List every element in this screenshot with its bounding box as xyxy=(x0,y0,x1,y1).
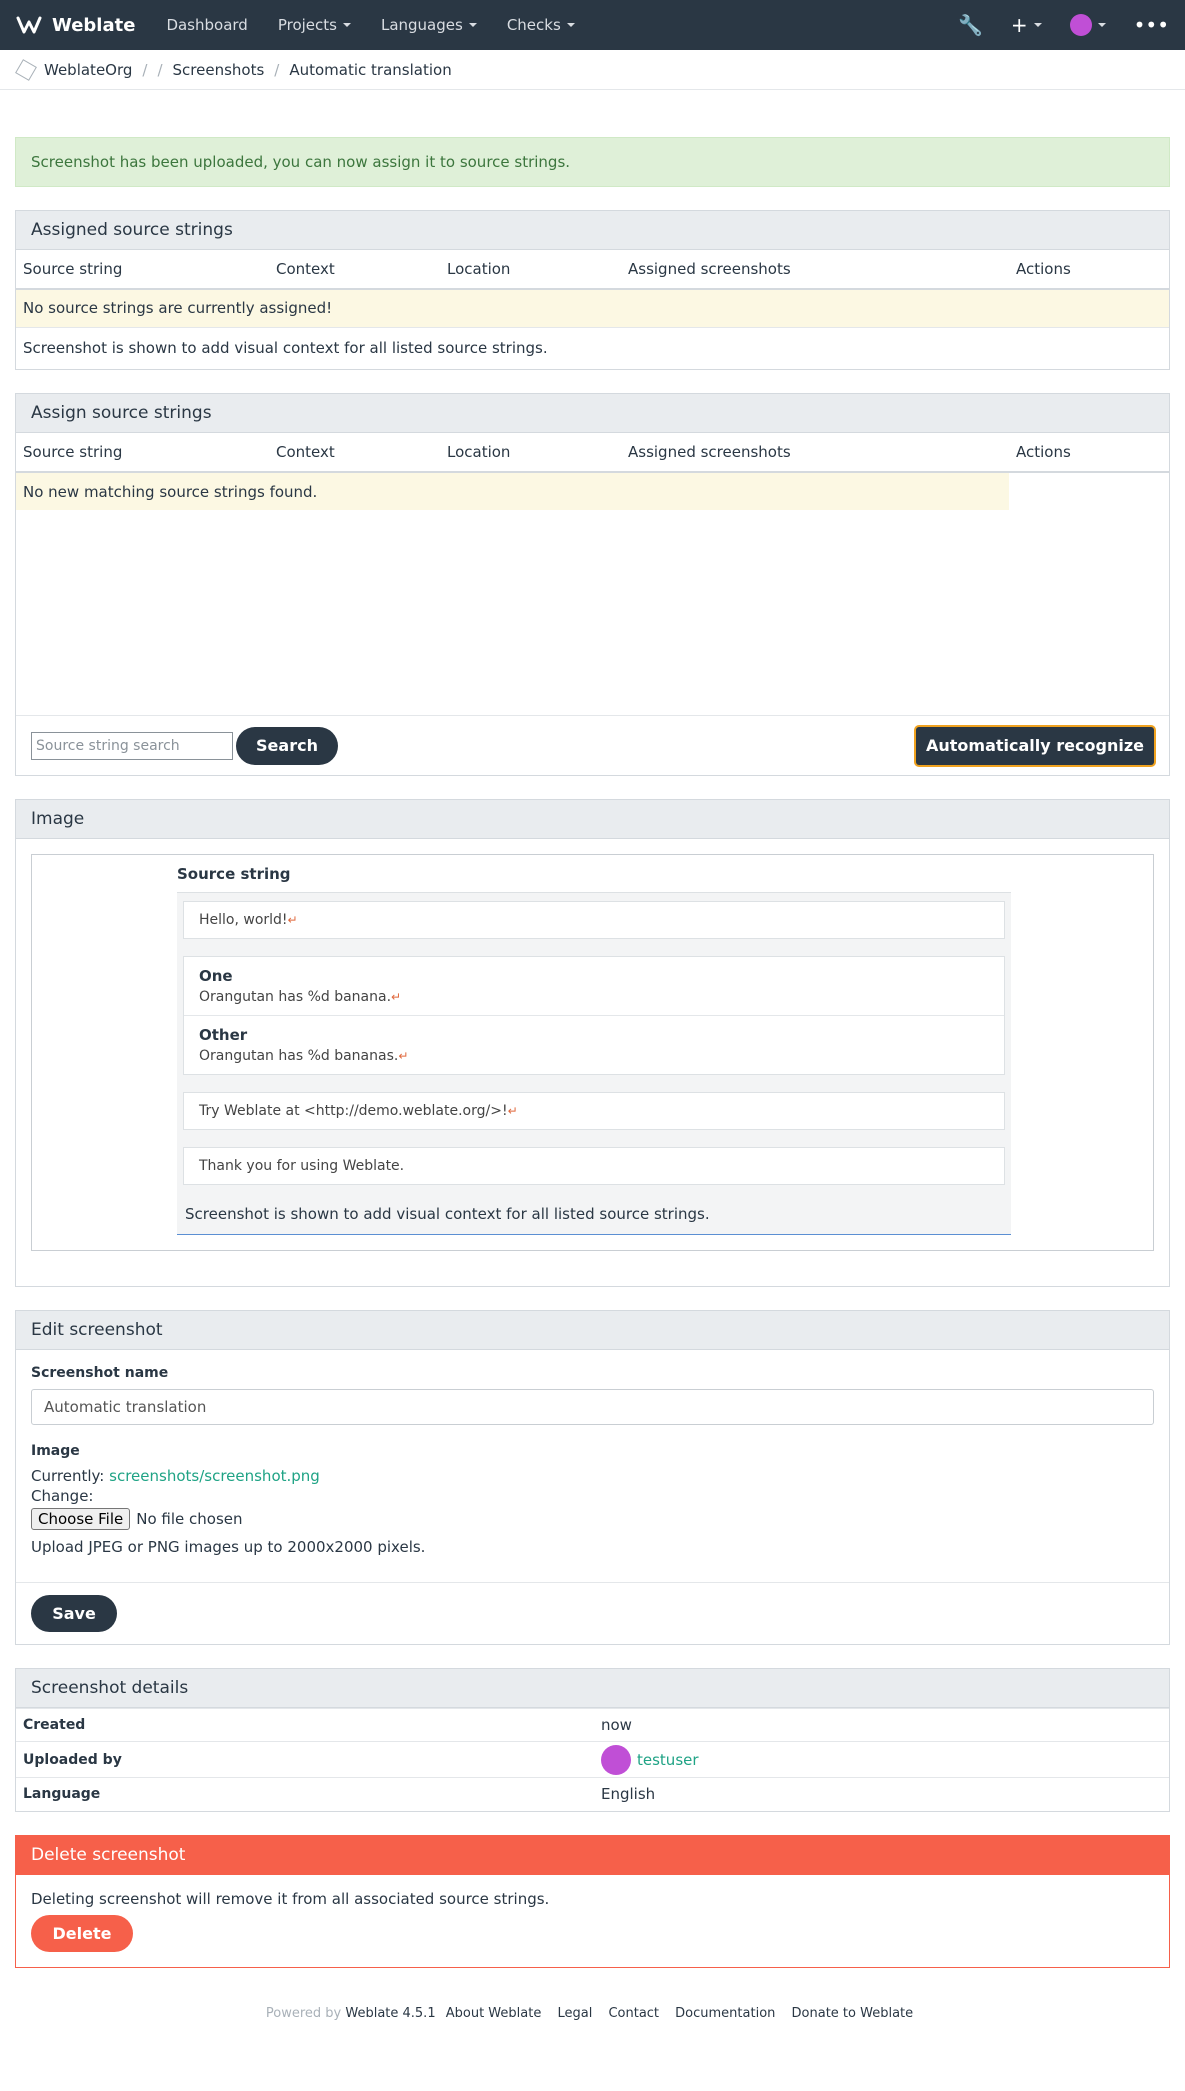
nav-dashboard[interactable]: Dashboard xyxy=(166,16,248,34)
col-assigned: Assigned screenshots xyxy=(621,433,1009,472)
chevron-down-icon xyxy=(343,23,351,27)
created-value: now xyxy=(594,1709,1169,1742)
col-location: Location xyxy=(440,433,621,472)
chevron-down-icon xyxy=(567,23,575,27)
uploaded-label: Uploaded by xyxy=(16,1742,594,1778)
col-location: Location xyxy=(440,250,621,289)
delete-warning: Deleting screenshot will remove it from all associated source strings. xyxy=(31,1889,550,1908)
col-context: Context xyxy=(269,433,440,472)
panel-title: Assigned source strings xyxy=(16,211,1169,250)
project-icon xyxy=(15,59,37,81)
chevron-down-icon xyxy=(469,23,477,27)
panel-title: Edit screenshot xyxy=(16,1311,1169,1350)
user-link[interactable]: testuser xyxy=(637,1750,699,1769)
col-source: Source string xyxy=(16,250,269,289)
empty-message: No source strings are currently assigned! xyxy=(16,289,1169,327)
breadcrumb-current[interactable]: Automatic translation xyxy=(289,60,452,79)
footer-legal[interactable]: Legal xyxy=(557,2005,593,2021)
assign-panel xyxy=(15,393,1170,776)
image-label: Image xyxy=(31,1443,80,1459)
col-context: Context xyxy=(269,250,440,289)
screenshot-name-input[interactable]: Automatic translation xyxy=(31,1389,1154,1425)
user-menu-button[interactable] xyxy=(1070,14,1106,36)
brand-name: Weblate xyxy=(52,14,136,36)
footer-docs[interactable]: Documentation xyxy=(675,2005,776,2021)
choose-file-button[interactable]: Choose File xyxy=(31,1508,130,1530)
footer: Powered by Weblate 4.5.1 About Weblate Legal Contact Documentation Donate to Weblate xyxy=(265,2005,914,2021)
weblate-logo-icon xyxy=(16,14,42,36)
avatar xyxy=(601,1745,631,1775)
delete-button[interactable]: Delete xyxy=(31,1915,133,1952)
breadcrumb-project[interactable]: WeblateOrg xyxy=(44,60,133,79)
col-actions: Actions xyxy=(1009,250,1169,289)
col-assigned: Assigned screenshots xyxy=(621,250,1009,289)
search-button[interactable]: Search xyxy=(236,727,338,765)
nav-projects[interactable]: Projects xyxy=(263,16,366,34)
breadcrumb: WeblateOrg / / Screenshots / Automatic translation xyxy=(0,50,1185,90)
panel-title: Delete screenshot xyxy=(16,1836,1169,1875)
assigned-panel xyxy=(15,210,1170,370)
screenshot-image: Source string Hello, world!↵ One Orangutan has %d banana.↵ Other Orangutan has %d bananas.↵ Try Weblate at <http://demo.weblate.org/>!↵ Thank you for using Weblate. Screenshot is shown to add visual context for all listed source strings. xyxy=(31,854,1154,1251)
change-label: Change: xyxy=(31,1487,94,1505)
col-source: Source string xyxy=(16,433,269,472)
avatar xyxy=(1070,14,1092,36)
delete-panel xyxy=(15,1835,1170,1968)
footer-version[interactable]: Weblate 4.5.1 xyxy=(345,2005,436,2021)
footer-contact[interactable]: Contact xyxy=(608,2005,660,2021)
edit-panel: Edit screenshot Screenshot name Automatic translation Image Currently: screenshots/screenshot.png Change: Choose File No file chosen Upload JPEG or PNG images up to 2000x2000 pixels. Save xyxy=(15,1310,1170,1645)
name-label: Screenshot name xyxy=(31,1365,169,1381)
footer-about[interactable]: About Weblate xyxy=(445,2005,542,2021)
image-panel xyxy=(15,799,1170,1287)
nav-languages[interactable]: Languages xyxy=(366,16,492,34)
no-file-text: No file chosen xyxy=(136,1510,243,1528)
language-value: English xyxy=(594,1778,1169,1811)
current-image-link[interactable]: screenshots/screenshot.png xyxy=(109,1467,320,1485)
search-input[interactable]: Source string search xyxy=(31,732,233,760)
brand-link[interactable] xyxy=(16,14,135,36)
panel-title: Image xyxy=(16,800,1169,839)
add-menu-button[interactable]: + xyxy=(1011,13,1042,37)
nav-checks[interactable]: Checks xyxy=(492,16,590,34)
save-button[interactable]: Save xyxy=(31,1595,117,1632)
auto-recognize-button[interactable]: Automatically recognize xyxy=(916,727,1154,765)
language-label: Language xyxy=(16,1778,594,1811)
top-navbar xyxy=(0,0,1185,50)
details-panel xyxy=(15,1668,1170,1812)
upload-help: Upload JPEG or PNG images up to 2000x2000 pixels. xyxy=(31,1538,426,1556)
empty-message: No new matching source strings found. xyxy=(16,472,1009,510)
footer-donate[interactable]: Donate to Weblate xyxy=(791,2005,914,2021)
breadcrumb-screenshots[interactable]: Screenshots xyxy=(172,60,265,79)
upload-success-alert: Screenshot has been uploaded, you can now assign it to source strings. xyxy=(15,137,1170,187)
help-text: Screenshot is shown to add visual context for all listed source strings. xyxy=(16,327,1169,369)
more-icon[interactable]: ••• xyxy=(1133,13,1169,37)
col-actions: Actions xyxy=(1009,433,1169,472)
shot-heading: Source string xyxy=(177,864,291,883)
created-label: Created xyxy=(16,1709,594,1742)
wrench-icon[interactable]: 🔧 xyxy=(957,13,983,37)
assigned-table xyxy=(16,250,1169,369)
panel-title: Screenshot details xyxy=(16,1669,1169,1708)
assign-table xyxy=(16,433,1169,510)
panel-title: Assign source strings xyxy=(16,394,1169,433)
